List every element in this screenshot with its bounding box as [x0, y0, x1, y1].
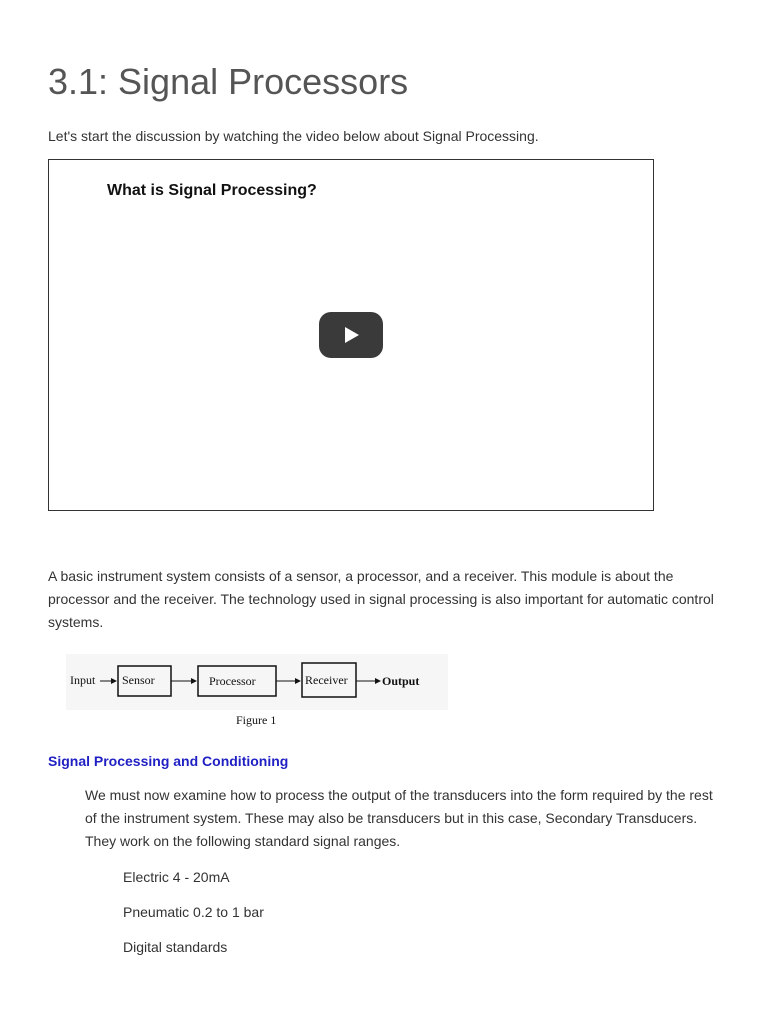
figure-caption: Figure 1 — [236, 713, 277, 727]
page-title: 3.1: Signal Processors — [48, 61, 409, 102]
section-heading: Signal Processing and Conditioning — [48, 753, 289, 769]
video-title[interactable]: What is Signal Processing? — [107, 182, 317, 199]
diagram-sensor-label: Sensor — [122, 673, 155, 687]
section-body-paragraph: We must now examine how to process the output of the transducers into the form required by the rest of the instrument system. These may also be transducers but in this case, Secondary Transducers. They work on the following standard signal ranges. — [85, 787, 713, 849]
signal-range-digital: Digital standards — [123, 939, 228, 955]
video-embed[interactable] — [48, 159, 654, 511]
play-button[interactable] — [319, 312, 383, 358]
diagram-output-label: Output — [382, 674, 420, 688]
diagram-processor-label: Processor — [209, 674, 256, 688]
intro-text: Let's start the discussion by watching the video below about Signal Processing. — [48, 128, 539, 144]
play-icon — [319, 312, 383, 358]
signal-range-electric: Electric 4 - 20mA — [123, 869, 230, 885]
signal-range-pneumatic: Pneumatic 0.2 to 1 bar — [123, 904, 264, 920]
diagram-receiver-label: Receiver — [305, 673, 348, 687]
diagram-input-label: Input — [70, 673, 96, 687]
block-diagram-figure — [66, 654, 448, 710]
instrument-system-paragraph: A basic instrument system consists of a sensor, a processor, and a receiver. This module is about the processor and the receiver. The technology used in signal processing is also important for automatic control systems. — [48, 568, 714, 630]
